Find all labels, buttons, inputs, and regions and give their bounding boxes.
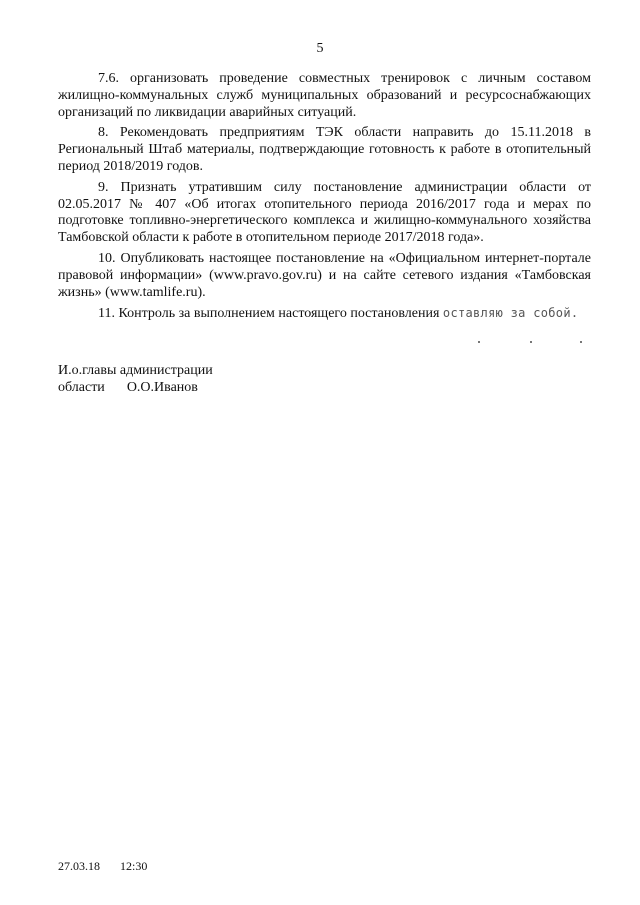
footer xyxy=(58,859,147,873)
paragraph-8: 8. Рекомендовать предприятиям ТЭК области направить до 15.11.2018 в Региональный Штаб материалы, подтверждающие готовность к работе в отопительный период 2018/2019 годов. xyxy=(58,125,591,174)
signatory-region: области xyxy=(58,380,105,395)
paragraph-11 xyxy=(58,305,591,323)
footer-date: 27.03.18 xyxy=(58,859,100,873)
scan-dot xyxy=(478,341,480,343)
footer-time: 12:30 xyxy=(120,859,148,873)
paragraph-9: 9. Признать утратившим силу постановление администрации области от 02.05.2017 № 407 «Об итогах отопительного периода 2016/2017 года и мерах по подготовке топливно-энергетического комплекса и жилищно-коммунального хозяйства Тамбовской области к работе в отопительном периоде 2017/2018 года». xyxy=(58,179,591,246)
paragraph-10: 10. Опубликовать настоящее постановление на «Официальном интернет-портале правовой информации» (www.pravo.gov.ru) и на сайте сетевого издания «Тамбовская жизнь» (www.tamlife.ru). xyxy=(58,250,591,300)
scan-dot xyxy=(580,341,582,343)
signatory-position: И.о.главы администрации xyxy=(58,363,213,378)
scan-dot xyxy=(530,341,532,343)
paragraph-7-6: 7.6. организовать проведение совместных тренировок с личным составом жилищно-коммунальных служб муниципальных образований и ресурсоснабжающих организаций по ликвидации аварийных ситуаций. xyxy=(58,71,591,120)
page-number: 5 xyxy=(316,41,324,56)
document-body xyxy=(58,71,591,323)
paragraph-11-printed: 11. Контроль за выполнением настоящего постановления xyxy=(98,306,440,322)
signatory-name: О.О.Иванов xyxy=(126,380,198,395)
signature-line xyxy=(58,379,213,396)
signature-block xyxy=(58,362,213,396)
paragraph-11-handwritten: оставляю за собой. xyxy=(442,306,579,321)
